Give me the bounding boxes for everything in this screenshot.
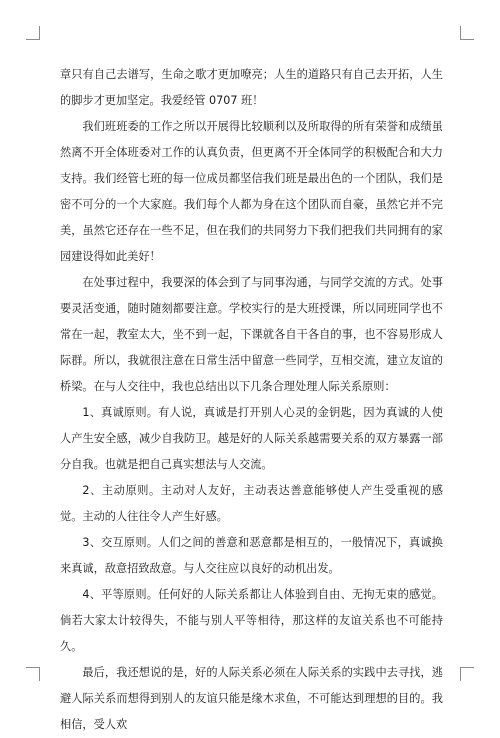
paragraph-8: 最后，我还想说的是，好的人际关系必须在人际关系的实践中去寻找，逃避人际关系而想得到别人的友谊只能是缘木求鱼，不可能达到理想的目的。我相信，受人欢: [60, 666, 443, 731]
crop-mark-top-right: [460, 26, 474, 40]
crop-mark-bottom-left: [26, 667, 40, 681]
paragraph-6: 3、交互原则。人们之间的善意和恶意都是相互的，一般情况下，真诚换来真诚，敌意招致敌意。与人交往应以良好的动机出发。: [60, 536, 443, 575]
paragraph-2: 我们班班委的工作之所以开展得比较顺利以及所取得的所有荣誉和成绩虽然离不开全体班委对工作的认真负责，但更离不开全体同学的积极配合和大力支持。我们经管七班的每一位成员都坚信我们班是最出色的一个团队，我们是密不可分的一个大家庭。我们每个人都为身在这个团队而自豪，虽然它并不完美，虽然它还存在一些不足，但在我们的共同努力下我们把我们共同拥有的家园建设得如此美好！: [60, 120, 443, 263]
paragraph-1: 章只有自己去谱写，生命之歌才更加嘹亮；人生的道路只有自己去开拓，人生的脚步才更加坚定。我爱经管 0707 班！: [60, 68, 443, 107]
crop-mark-top-left: [26, 26, 40, 40]
crop-mark-bottom-right: [460, 667, 474, 681]
paragraph-7: 4、平等原则。任何好的人际关系都让人体验到自由、无拘无束的感觉。倘若大家太计较得失，不能与别人平等相待，那这样的友谊关系也不可能持久。: [60, 588, 443, 653]
paragraph-4: 1、真诚原则。有人说，真诚是打开别人心灵的金钥匙，因为真诚的人使人产生安全感，减少自我防卫。越是好的人际关系越需要关系的双方暴露一部分自我。也就是把自己真实想法与人交流。: [60, 406, 443, 471]
document-body: [60, 62, 443, 731]
paragraph-5: 2、主动原则。主动对人友好，主动表达善意能够使人产生受重视的感觉。主动的人往往令人产生好感。: [60, 484, 443, 523]
paragraph-3: 在处事过程中，我要深的体会到了与同事沟通，与同学交流的方式。处事要灵活变通，随时随刻都要注意。学校实行的是大班授课，所以同班同学也不常在一起，教室太大，坐不到一起，下课就各自干各自的事，也不容易形成人际群。所以，我就很注意在日常生活中留意一些同学，互相交流，建立友谊的桥梁。在与人交往中，我也总结出以下几条合理处理人际关系原则：: [60, 276, 443, 393]
